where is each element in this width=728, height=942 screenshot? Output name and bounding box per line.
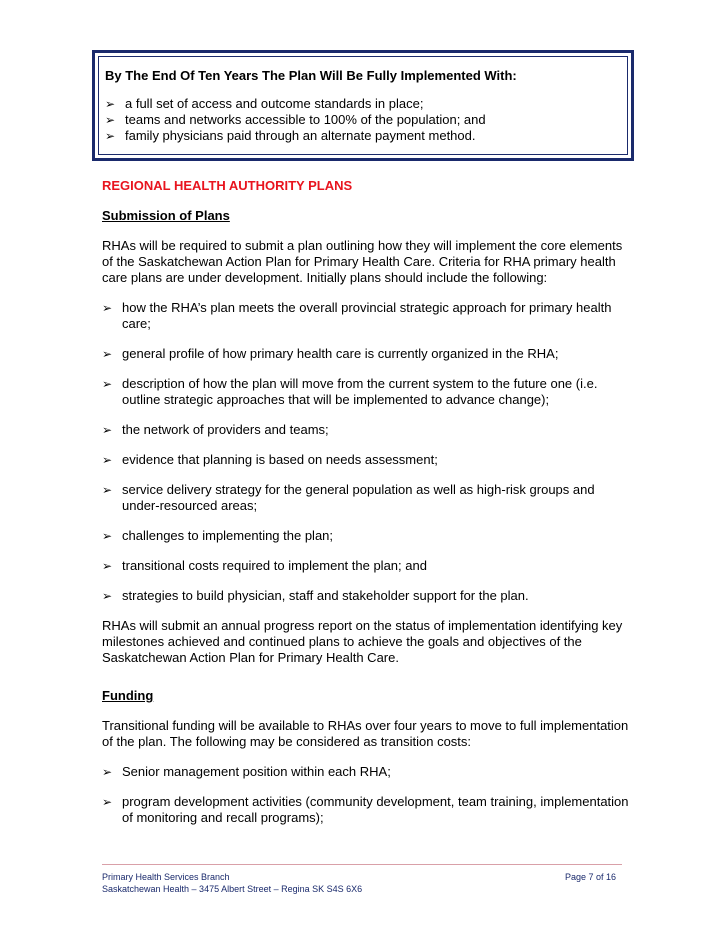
box-bullet-text: family physicians paid through an alternate payment method.	[125, 128, 476, 143]
arrow-bullet-icon: ➢	[102, 589, 113, 603]
arrow-bullet-icon: ➢	[102, 347, 113, 361]
list-item-text: evidence that planning is based on needs assessment;	[122, 452, 438, 467]
list-item	[102, 794, 632, 826]
arrow-bullet-icon: ➢	[102, 301, 113, 315]
box-bullet	[105, 112, 627, 128]
arrow-bullet-icon: ➢	[102, 483, 113, 497]
footer-row	[102, 871, 616, 883]
summary-box	[92, 50, 634, 161]
list-item-text: general profile of how primary health care is currently organized in the RHA;	[122, 346, 559, 361]
box-bullet	[105, 96, 627, 112]
intro-paragraph: RHAs will be required to submit a plan outlining how they will implement the core elements of the Saskatchewan Action Plan for Primary Health Care. Criteria for RHA primary health care plans are under development. Initially plans should include the following:	[102, 238, 623, 285]
page-number: Page 7 of 16	[564, 872, 616, 882]
arrow-bullet-icon: ➢	[102, 423, 113, 437]
footer-branch: Primary Health Services Branch	[102, 872, 230, 882]
list-item-text: strategies to build physician, staff and stakeholder support for the plan.	[122, 588, 529, 603]
box-bullet-text: teams and networks accessible to 100% of the population; and	[125, 112, 486, 127]
section-heading: REGIONAL HEALTH AUTHORITY PLANS	[102, 178, 353, 193]
submission-heading: Submission of Plans	[102, 208, 230, 223]
list-item-text: the network of providers and teams;	[122, 422, 329, 437]
list-item	[102, 300, 632, 332]
box-bullet	[105, 128, 627, 144]
page-footer	[102, 871, 616, 895]
arrow-bullet-icon: ➢	[102, 453, 113, 467]
list-item	[102, 376, 632, 408]
list-item-text: service delivery strategy for the general population as well as high-risk groups and under-resourced areas;	[122, 482, 595, 513]
arrow-bullet-icon: ➢	[102, 559, 113, 573]
funding-heading: Funding	[102, 688, 154, 703]
arrow-bullet-icon: ➢	[102, 795, 113, 809]
list-item	[102, 558, 632, 574]
list-item-text: description of how the plan will move from the current system to the future one (i.e. outline strategic approaches that will be implemented to advance change);	[122, 376, 598, 407]
arrow-bullet-icon: ➢	[105, 129, 116, 143]
arrow-bullet-icon: ➢	[105, 97, 116, 111]
list-item-text: how the RHA’s plan meets the overall provincial strategic approach for primary health care;	[122, 300, 612, 331]
list-item	[102, 588, 632, 604]
list-item	[102, 346, 632, 362]
list-item-text: program development activities (community development, team training, implementation of monitoring and recall programs);	[122, 794, 629, 825]
box-bullet-text: a full set of access and outcome standards in place;	[125, 96, 424, 111]
footer-divider	[102, 864, 622, 865]
arrow-bullet-icon: ➢	[105, 113, 116, 127]
list-item-text: challenges to implementing the plan;	[122, 528, 334, 543]
document-body	[102, 178, 632, 840]
arrow-bullet-icon: ➢	[102, 377, 113, 391]
list-item-text: transitional costs required to implement the plan; and	[122, 558, 427, 573]
summary-box-inner	[98, 56, 628, 155]
funding-intro: Transitional funding will be available to RHAs over four years to move to full implementation of the plan. The following may be considered as transition costs:	[102, 718, 629, 749]
summary-box-title: By The End Of Ten Years The Plan Will Be Fully Implemented With:	[105, 68, 517, 83]
arrow-bullet-icon: ➢	[102, 765, 113, 779]
list-item	[102, 422, 632, 438]
list-item	[102, 452, 632, 468]
list-item	[102, 482, 632, 514]
footer-address: Saskatchewan Health – 3475 Albert Street – Regina SK S4S 6X6	[102, 884, 363, 894]
arrow-bullet-icon: ➢	[102, 529, 113, 543]
list-item-text: Senior management position within each RHA;	[122, 764, 391, 779]
list-item	[102, 528, 632, 544]
progress-paragraph: RHAs will submit an annual progress report on the status of implementation identifying key milestones achieved and continued plans to achieve the goals and objectives of the Saskatchewan Action Plan for Primary Health Care.	[102, 618, 623, 665]
list-item	[102, 764, 632, 780]
